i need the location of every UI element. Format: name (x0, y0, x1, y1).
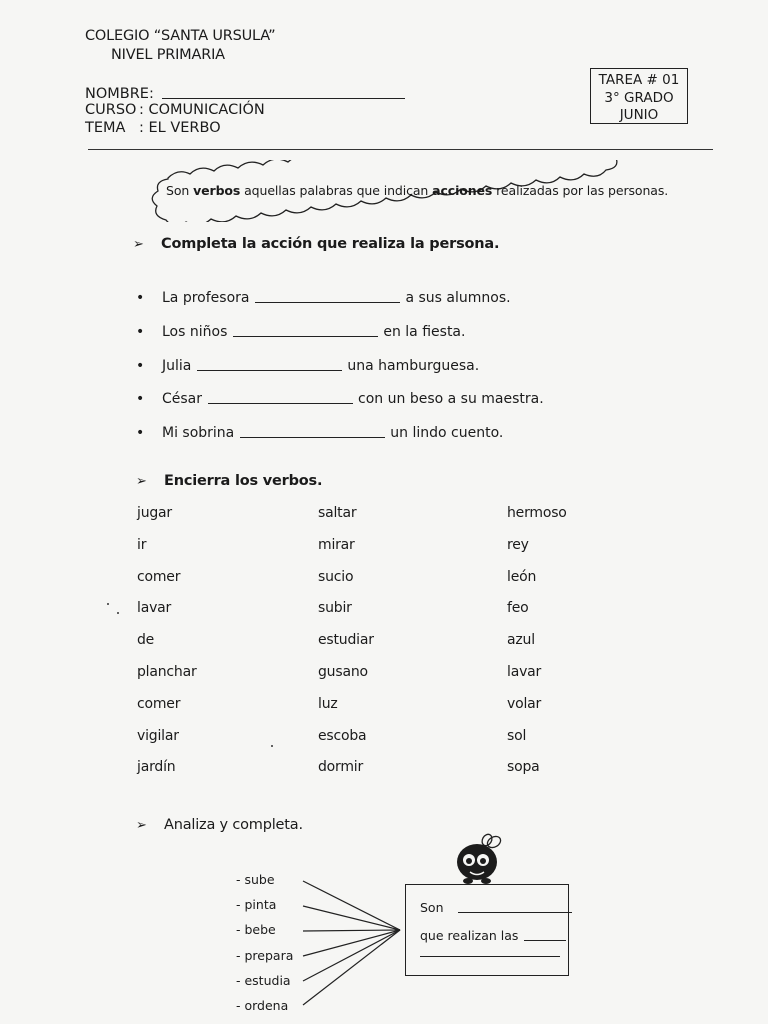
section2-title: Encierra los verbos. (164, 473, 323, 489)
word-item[interactable]: lavar (137, 600, 172, 617)
definition-bold-acciones: acciones (432, 183, 493, 198)
bullet-icon: • (136, 425, 145, 441)
action-item: - sube (236, 872, 275, 887)
connector-line (303, 930, 400, 1005)
arrow-bullet-icon: ➢ (136, 818, 147, 833)
section1-title: Completa la acción que realiza la persona. (161, 236, 500, 252)
word-item[interactable]: volar (507, 695, 542, 712)
word-item[interactable]: león (507, 568, 537, 585)
box-label-realizan: que realizan las (420, 928, 519, 943)
task-month: JUNIO (619, 107, 659, 123)
item-prefix: Mi sobrina (162, 425, 235, 441)
word-item[interactable]: subir (318, 600, 352, 617)
box-label-son: Son (420, 900, 444, 915)
school-level: NIVEL PRIMARIA (111, 47, 225, 63)
word-item[interactable]: dormir (318, 759, 364, 776)
school-name: COLEGIO “SANTA URSULA” (85, 28, 276, 44)
bullet-icon: • (136, 290, 145, 306)
name-field (85, 84, 405, 102)
definition-text: realizadas por las personas. (492, 183, 669, 198)
word-item[interactable]: hermoso (507, 505, 567, 521)
topic-label: TEMA (85, 120, 126, 136)
item-suffix: en la fiesta. (383, 324, 466, 340)
word-item[interactable]: de (137, 632, 155, 649)
course-label: CURSO (85, 102, 137, 118)
topic-value: : EL VERBO (139, 120, 221, 136)
arrow-bullet-icon: ➢ (133, 237, 144, 252)
word-item[interactable]: azul (507, 632, 535, 649)
action-item: - estudia (236, 972, 291, 988)
answer-blank[interactable] (524, 929, 566, 941)
verb-definition (166, 183, 668, 198)
word-item[interactable]: sopa (507, 759, 540, 776)
connector-line (303, 930, 400, 931)
connector-line (303, 930, 400, 981)
connector-line (303, 930, 400, 956)
exercise-item (136, 323, 465, 340)
word-item[interactable]: sucio (318, 568, 354, 585)
item-suffix: a sus alumnos. (405, 290, 511, 306)
item-prefix: César (162, 391, 203, 407)
scan-speck (117, 612, 119, 614)
section3-heading (136, 817, 303, 833)
section1-heading (133, 236, 499, 252)
word-item[interactable]: comer (137, 568, 181, 585)
connector-line (303, 881, 400, 930)
answer-blank[interactable] (255, 289, 400, 303)
word-item[interactable]: jardín (137, 759, 176, 776)
action-list (236, 872, 293, 1023)
name-line[interactable] (162, 84, 405, 99)
word-item[interactable]: vigilar (137, 727, 179, 744)
task-grade: 3° GRADO (604, 89, 674, 106)
item-suffix: un lindo cuento. (390, 425, 504, 441)
word-column-1 (137, 505, 197, 791)
item-suffix: con un beso a su maestra. (358, 391, 544, 407)
answer-box (405, 884, 569, 976)
arrow-bullet-icon: ➢ (136, 474, 147, 489)
course-value: : COMUNICACIÓN (139, 102, 265, 118)
action-item: - ordena (236, 997, 289, 1013)
answer-blank[interactable] (233, 323, 378, 337)
connector-lines (300, 872, 410, 1012)
connector-line (303, 906, 400, 930)
scan-speck (271, 745, 273, 747)
word-column-2 (318, 505, 374, 791)
exercise-item (136, 424, 503, 441)
definition-text: Son (166, 183, 194, 198)
item-prefix: Los niños (162, 324, 228, 340)
word-column-3 (507, 505, 567, 791)
box-line-1 (420, 900, 572, 915)
box-line-2 (420, 928, 566, 943)
definition-bold-verbos: verbos (193, 183, 241, 198)
task-box (590, 68, 688, 124)
bee-mascot-icon (450, 832, 510, 890)
exercise-item (136, 357, 479, 374)
topic-field (85, 120, 221, 136)
action-item: - bebe (236, 922, 276, 938)
answer-blank[interactable] (420, 956, 560, 957)
word-item[interactable]: mirar (318, 536, 355, 553)
word-item[interactable]: jugar (137, 505, 172, 521)
answer-blank[interactable] (197, 357, 342, 371)
word-item[interactable]: rey (507, 536, 529, 553)
word-item[interactable]: planchar (137, 663, 197, 680)
word-item[interactable]: ir (137, 536, 147, 553)
scan-speck (107, 603, 109, 605)
exercise-item (136, 289, 511, 306)
item-suffix: una hamburguesa. (347, 358, 480, 374)
word-item[interactable]: lavar (507, 663, 542, 680)
task-number: TAREA # 01 (598, 72, 680, 88)
word-item[interactable]: feo (507, 600, 529, 617)
word-item[interactable]: escoba (318, 727, 367, 744)
bullet-icon: • (136, 391, 145, 407)
word-item[interactable]: saltar (318, 505, 357, 521)
section3-title: Analiza y completa. (164, 817, 303, 833)
section2-heading (136, 473, 322, 489)
action-item: - prepara (236, 947, 294, 963)
course-field (85, 102, 265, 118)
action-item: - pinta (236, 897, 277, 913)
exercise-item (136, 390, 544, 407)
word-item[interactable]: gusano (318, 663, 368, 680)
answer-blank[interactable] (240, 424, 385, 438)
name-label: NOMBRE: (85, 86, 154, 102)
word-item[interactable]: sol (507, 727, 527, 744)
word-item[interactable]: comer (137, 695, 181, 712)
bullet-icon: • (136, 324, 145, 340)
answer-blank[interactable] (458, 901, 572, 913)
bullet-icon: • (136, 358, 145, 374)
item-prefix: La profesora (162, 290, 250, 306)
definition-text: aquellas palabras que indican (240, 183, 433, 198)
word-item[interactable]: estudiar (318, 632, 374, 649)
header-divider (88, 149, 713, 150)
item-prefix: Julia (162, 358, 192, 374)
answer-blank[interactable] (208, 390, 353, 404)
word-item[interactable]: luz (318, 695, 338, 712)
